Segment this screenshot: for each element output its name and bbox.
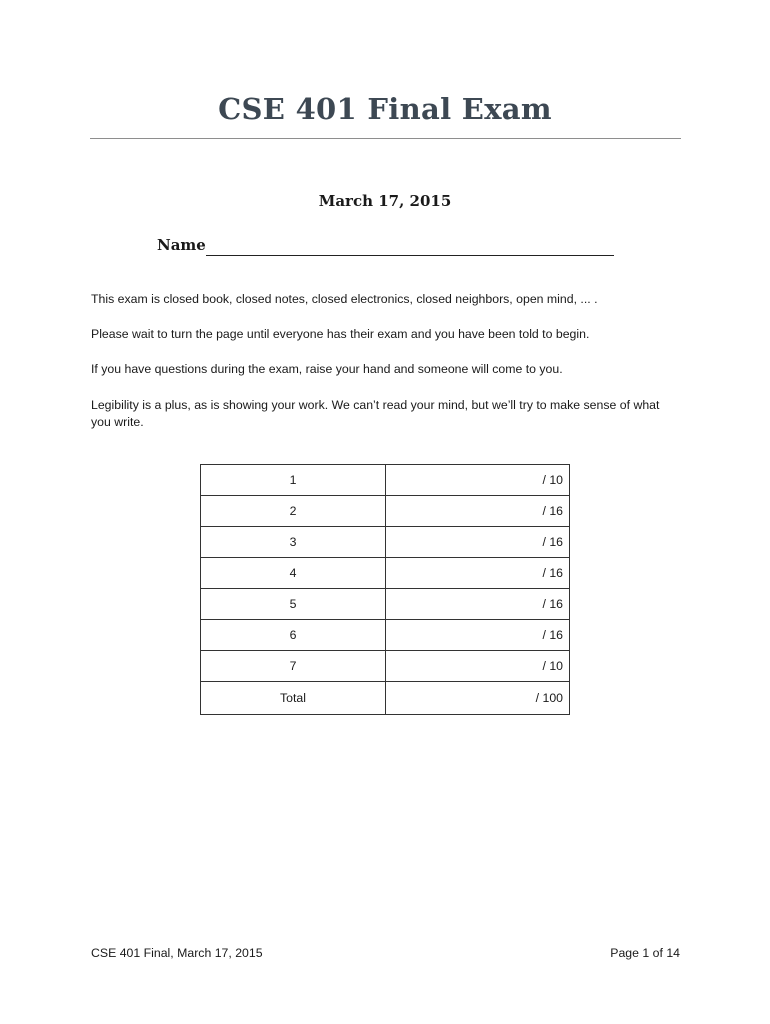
instruction-questions: If you have questions during the exam, raise your hand and someone will come to you. — [91, 362, 563, 376]
total-points: / 100 — [386, 682, 570, 715]
question-number: 6 — [201, 620, 386, 651]
question-points: / 16 — [386, 527, 570, 558]
table-row — [201, 496, 570, 527]
question-number: 3 — [201, 527, 386, 558]
question-points: / 16 — [386, 620, 570, 651]
question-number: 4 — [201, 558, 386, 589]
instruction-legibility: Legibility is a plus, as is showing your work. We can’t read your mind, but we’ll try to make sense of what you write. — [91, 398, 660, 429]
question-number: 5 — [201, 589, 386, 620]
table-row — [201, 527, 570, 558]
instruction-closed-book: This exam is closed book, closed notes, closed electronics, closed neighbors, open mind, ... . — [91, 292, 598, 306]
question-number: 2 — [201, 496, 386, 527]
table-row — [201, 620, 570, 651]
table-row — [201, 558, 570, 589]
name-blank-line — [206, 255, 614, 256]
question-number: 7 — [201, 651, 386, 682]
exam-title: CSE 401 Final Exam — [218, 92, 552, 126]
table-row — [201, 651, 570, 682]
footer-exam-label: CSE 401 Final, March 17, 2015 — [91, 946, 263, 960]
table-row — [201, 589, 570, 620]
footer-page-number: Page 1 of 14 — [610, 946, 680, 960]
question-points: / 16 — [386, 589, 570, 620]
name-label: Name — [157, 236, 206, 254]
instruction-wait: Please wait to turn the page until everyone has their exam and you have been told to begin. — [91, 327, 590, 341]
question-number: 1 — [201, 465, 386, 496]
total-label: Total — [201, 682, 386, 715]
question-points: / 16 — [386, 558, 570, 589]
question-points: / 10 — [386, 465, 570, 496]
question-points: / 10 — [386, 651, 570, 682]
exam-date: March 17, 2015 — [318, 192, 452, 210]
title-divider — [90, 138, 681, 139]
question-points: / 16 — [386, 496, 570, 527]
score-table — [200, 464, 570, 715]
total-row — [201, 682, 570, 715]
table-row — [201, 465, 570, 496]
